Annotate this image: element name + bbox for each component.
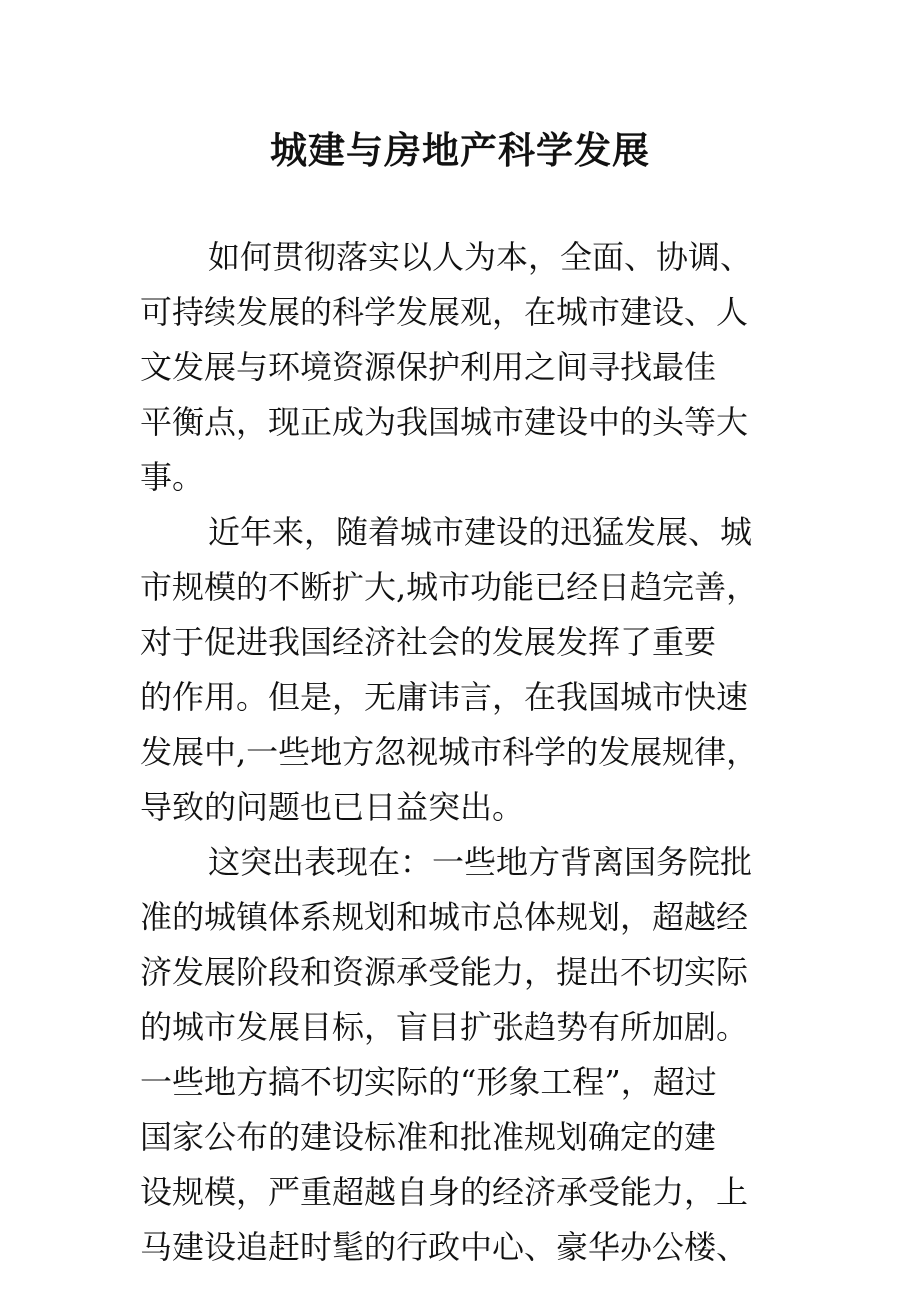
text-line: 导致的问题也已日益突出。 — [140, 788, 525, 826]
text-line: 这突出表现在：一些地方背离国务院批 — [208, 843, 753, 881]
text-line: 设规模，严重超越自身的经济承受能力，上 — [140, 1173, 749, 1211]
text-line: 的城市发展目标，盲目扩张趋势有所加剧。 — [140, 1008, 749, 1046]
text-line: 准的城镇体系规划和城市总体规划，超越经 — [140, 898, 749, 936]
text-line: 平衡点，现正成为我国城市建设中的头等大 — [140, 403, 749, 441]
text-line: 可持续发展的科学发展观，在城市建设、人 — [140, 293, 749, 331]
text-line: 发展中,一些地方忽视城市科学的发展规律， — [140, 733, 759, 771]
document-body — [140, 230, 800, 1275]
text-line: 对于促进我国经济社会的发展发挥了重要 — [140, 623, 717, 661]
text-line: 济发展阶段和资源承受能力，提出不切实际 — [140, 953, 749, 991]
document-title: 城建与房地产科学发展 — [270, 128, 650, 172]
paragraph-1 — [140, 230, 800, 505]
text-line: 国家公布的建设标准和批准规划确定的建 — [140, 1118, 717, 1156]
text-line: 的作用。但是，无庸讳言，在我国城市快速 — [140, 678, 749, 716]
text-line: 市规模的不断扩大,城市功能已经日趋完善， — [140, 568, 759, 606]
text-line: 一些地方搞不切实际的“形象工程”，超过 — [140, 1063, 717, 1101]
text-line: 事。 — [140, 458, 205, 496]
text-line: 文发展与环境资源保护利用之间寻找最佳 — [140, 348, 717, 386]
paragraph-2 — [140, 505, 800, 835]
text-line: 马建设追赶时髦的行政中心、豪华办公楼、 — [140, 1228, 749, 1266]
text-line: 近年来，随着城市建设的迅猛发展、城 — [208, 513, 753, 551]
text-line: 如何贯彻落实以人为本，全面、协调、 — [208, 238, 753, 276]
paragraph-3 — [140, 835, 800, 1275]
